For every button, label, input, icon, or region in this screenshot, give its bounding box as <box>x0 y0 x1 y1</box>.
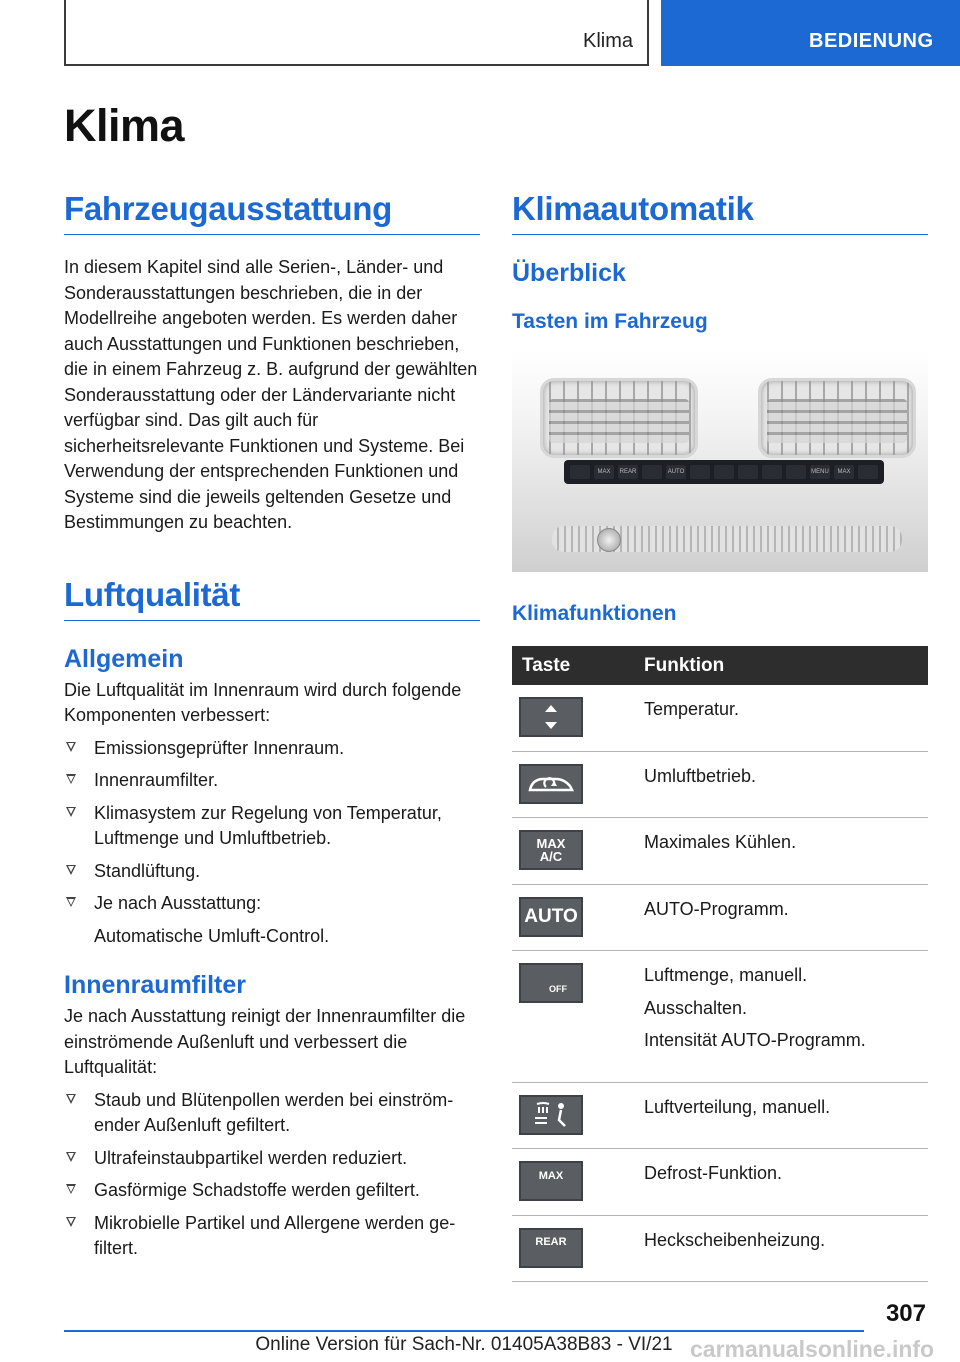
rear-defrost-icon <box>519 1228 583 1268</box>
table-cell-funktion <box>634 1082 928 1149</box>
table-cell-taste <box>512 751 634 818</box>
table-cell-taste <box>512 1215 634 1282</box>
fan-off-icon <box>519 963 583 1003</box>
table-cell-taste <box>512 884 634 951</box>
triangle-bullet-icon <box>66 897 76 907</box>
table-cell-funktion <box>634 1215 928 1282</box>
triangle-bullet-icon <box>66 807 76 817</box>
key-label-line: MAX <box>538 1169 564 1182</box>
list-item: Mikrobielle Partikel und Allergene werden gefiltert. <box>64 1211 480 1262</box>
triangle-bullet-icon <box>66 1152 76 1162</box>
key-label-line: OFF <box>549 983 567 994</box>
innenraumfilter-intro: Je nach Ausstattung reinigt der Innenraumfilter die einströmende Außenluft und verbessert die Luftqualität: <box>64 1006 466 1077</box>
function-text: Temperatur. <box>644 699 740 719</box>
key-label <box>535 1236 566 1249</box>
table-cell-funktion <box>634 951 928 1083</box>
photo-button <box>762 465 782 479</box>
footer-version-text: Online Version für Sach-Nr. 01405A38B83 - VI/21 <box>255 1334 673 1355</box>
list-item: Je nach Ausstattung: Automatische Umluft-Control. <box>64 891 480 949</box>
heading-tasten-im-fahrzeug: Tasten im Fahrzeug <box>512 310 708 333</box>
list-item: Klimasystem zur Regelung von Temperatur, Luftmenge und Umluftbetrieb. <box>64 801 480 852</box>
function-text: Maximales Kühlen. <box>644 832 797 852</box>
photo-button: AUTO <box>666 465 686 479</box>
table-row <box>512 818 928 885</box>
list-subitem: Automatische Umluft-Control. <box>94 925 330 946</box>
triangle-bullet-icon <box>66 1094 76 1104</box>
key-label <box>537 837 566 863</box>
table-cell-taste <box>512 818 634 885</box>
function-text: Ausschalten. <box>644 997 748 1018</box>
section-label: BEDIENUNG <box>809 30 934 52</box>
table-cell-taste <box>512 1149 634 1216</box>
header-breadcrumb-box <box>64 0 649 66</box>
page-number: 307 <box>885 1300 926 1327</box>
triangle-bullet-icon <box>66 742 76 752</box>
photo-button: MENU <box>810 465 830 479</box>
heading-klimaautomatik: Klimaautomatik <box>512 190 928 235</box>
footer-divider <box>64 1330 864 1332</box>
heading-klimafunktionen: Klimafunktionen <box>512 602 677 625</box>
heading-luftqualitaet: Luftqualität <box>64 576 480 621</box>
air-vent-right <box>758 378 916 458</box>
table-cell-funktion <box>634 751 928 818</box>
list-item: Staub und Blütenpollen werden bei einströmender Außenluft gefiltert. <box>64 1088 480 1139</box>
key-label-line: AUTO <box>524 905 578 927</box>
key-label-line: A/C <box>539 849 563 864</box>
left-column <box>64 190 480 1262</box>
table-cell-taste <box>512 1082 634 1149</box>
key-label-line: REAR <box>535 1236 567 1248</box>
photo-button: MAX <box>834 465 854 479</box>
list-item: Ultrafeinstaubpartikel werden reduziert. <box>64 1146 480 1172</box>
table-row <box>512 1149 928 1216</box>
list-item: Gasförmige Schadstoffe werden gefiltert. <box>64 1178 480 1204</box>
table-row <box>512 884 928 951</box>
table-row <box>512 951 928 1083</box>
volume-knob <box>597 528 621 552</box>
photo-button <box>570 465 590 479</box>
klimafunktionen-table <box>512 646 928 1282</box>
climate-button-bar <box>564 460 884 484</box>
temperature-arrows-icon <box>519 697 583 737</box>
photo-button <box>738 465 758 479</box>
table-cell-funktion <box>634 818 928 885</box>
innenraumfilter-list <box>64 1088 480 1262</box>
page-title: Klima <box>64 100 185 151</box>
heading-innenraumfilter: Innenraumfilter <box>64 971 246 999</box>
table-cell-funktion <box>634 1149 928 1216</box>
air-distribution-icon <box>519 1095 583 1135</box>
triangle-bullet-icon <box>66 774 76 784</box>
function-text: Luftverteilung, manuell. <box>644 1096 831 1117</box>
table-row <box>512 1215 928 1282</box>
function-text: AUTO-Programm. <box>644 898 789 919</box>
triangle-bullet-icon <box>66 1217 76 1227</box>
heading-allgemein: Allgemein <box>64 644 184 673</box>
photo-button: MAX <box>594 465 614 479</box>
allgemein-list <box>64 736 480 950</box>
table-row <box>512 1082 928 1149</box>
list-item: Standlüftung. <box>64 859 480 885</box>
auto-icon <box>519 897 583 937</box>
table-row <box>512 751 928 818</box>
header-section-tab <box>661 0 960 66</box>
photo-button: REAR <box>618 465 638 479</box>
photo-button <box>642 465 662 479</box>
table-cell-funktion <box>634 685 928 751</box>
triangle-bullet-icon <box>66 865 76 875</box>
photo-button <box>786 465 806 479</box>
list-item: Emissionsgeprüfter Innenraum. <box>64 736 480 762</box>
function-text: Defrost-Funktion. <box>644 1163 783 1183</box>
watermark: carmanualsonline.info <box>690 1336 935 1362</box>
breadcrumb: Klima <box>582 30 633 52</box>
photo-button <box>690 465 710 479</box>
air-vent-left <box>540 378 698 458</box>
fahrzeugausstattung-text: In diesem Kapitel sind alle Serien-, Länder- und Sonderausstattungen beschrieben, die in der Modellreihe angeboten werden. Es werden daher auch Ausstattungen und Funktionen beschrieben, die in einem Fahrzeug z. B. aufgrund der gewählten Sonderausstattung oder der Ländervariante nicht verfügbar sind. Das gilt auch für sicherheitsrelevante Funktionen und Systeme. Bei Verwendung der entsprechenden Funktionen und Systeme sind die jeweils geltenden Gesetze und Bestimmungen zu beachten. <box>64 257 478 532</box>
recirculation-icon <box>519 764 583 804</box>
function-text: Umluftbetrieb. <box>644 765 757 786</box>
max-ac-icon <box>519 830 583 870</box>
allgemein-intro: Die Luftqualität im Innenraum wird durch folgende Komponenten verbessert: <box>64 679 462 725</box>
table-cell-funktion <box>634 884 928 951</box>
list-item: Innenraumfilter. <box>64 768 480 794</box>
key-label-line: MAX <box>536 836 566 851</box>
function-text: Heckscheibenheizung. <box>644 1229 826 1250</box>
heading-ueberblick: Überblick <box>512 259 626 287</box>
key-label <box>549 983 567 996</box>
right-column <box>512 190 928 1282</box>
heading-fahrzeugausstattung: Fahrzeugausstattung <box>64 190 480 235</box>
triangle-bullet-icon <box>66 1184 76 1194</box>
table-header-taste: Taste <box>512 646 634 685</box>
key-label <box>524 907 577 927</box>
function-text: Luftmenge, manuell. <box>644 965 808 985</box>
defrost-max-icon <box>519 1161 583 1201</box>
table-cell-taste <box>512 685 634 751</box>
photo-button <box>858 465 878 479</box>
table-cell-taste <box>512 951 634 1083</box>
key-label <box>539 1170 563 1183</box>
photo-button <box>714 465 734 479</box>
climate-control-photo <box>512 350 928 572</box>
table-row <box>512 685 928 751</box>
table-header-funktion: Funktion <box>634 646 928 685</box>
function-text: Intensität AUTO-Programm. <box>644 1030 866 1050</box>
